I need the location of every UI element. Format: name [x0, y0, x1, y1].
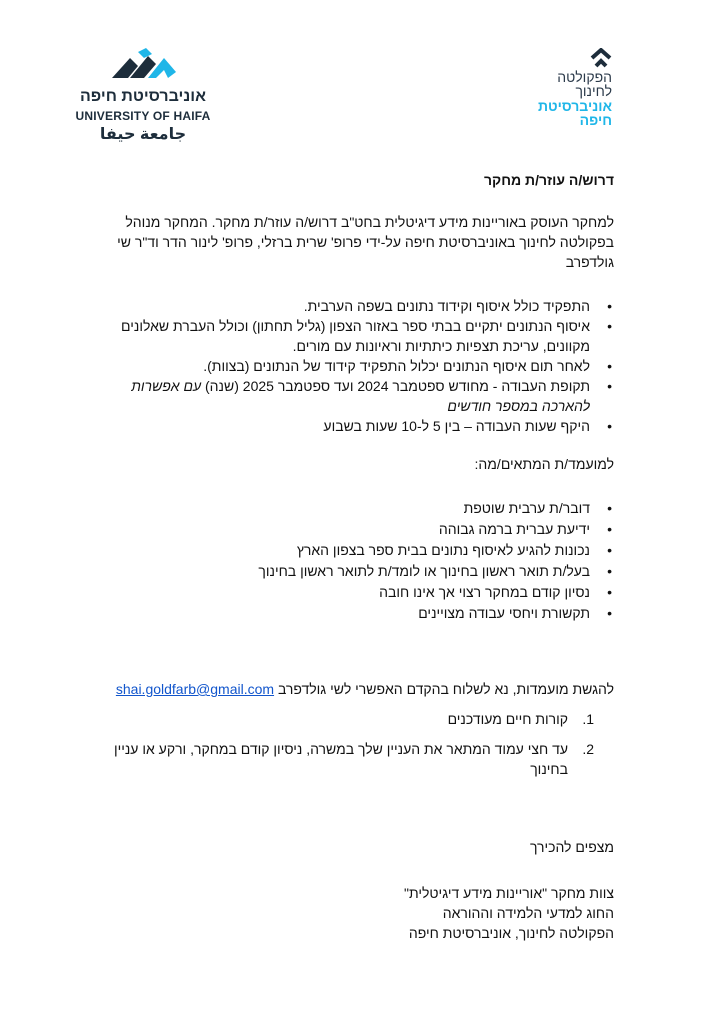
- closing-line: מצפים להכירך: [529, 839, 614, 855]
- requirement-item: • תקשורת ויחסי עבודה מצויינים: [110, 603, 590, 623]
- requirement-item: • בעל/ת תואר ראשון בחינוך או לומד/ת לתואר ראשון בחינוך: [110, 561, 590, 581]
- requirements-heading: למועמד/ת המתאים/מה:: [474, 456, 614, 472]
- signature-block: [110, 883, 614, 943]
- requirement-item: • נכונות להגיע לאיסוף נתונים בבית ספר בצפון הארץ: [110, 540, 590, 560]
- submission-instructions: [110, 679, 614, 699]
- extension-option-text: עם אפשרות להארכה במספר חודשים: [131, 378, 590, 414]
- document-item: [110, 709, 594, 729]
- work-period-text: תקופת העבודה - מחודש ספטמבר 2024 ועד ספטמבר 2025 (שנה): [201, 378, 590, 394]
- posting-title: דרוש/ה עוזר/ת מחקר: [483, 172, 614, 188]
- job-posting: [110, 170, 614, 943]
- faculty-logo: [520, 48, 612, 128]
- work-hours-item: • היקף שעות העבודה – בין 5 ל-10 שעות בשבוע: [110, 416, 590, 436]
- document-text: עד חצי עמוד המתאר את העניין שלך במשרה, ניסיון קודם במחקר, ורקע או עניין בחינוך: [113, 741, 568, 777]
- requirements-list: [110, 498, 614, 623]
- document-text: קורות חיים מעודכנים: [447, 711, 568, 727]
- faculty-logo-line-2: לחינוך: [575, 83, 612, 99]
- contact-email-link[interactable]: shai.goldfarb@gmail.com: [115, 681, 275, 697]
- document-number: 1.: [582, 711, 594, 727]
- submission-text: להגשת מועמדות, נא לשלוח בהקדם האפשרי לשי גולדפרב: [277, 681, 614, 697]
- faculty-logo-line-1: הפקולטה: [557, 69, 612, 85]
- required-documents-list: [110, 709, 614, 779]
- requirement-item: • נסיון קודם במחקר רצוי אך אינו חובה: [110, 582, 590, 602]
- faculty-logo-mark: [590, 48, 612, 68]
- university-name-hebrew: אוניברסיטת חיפה: [79, 88, 207, 105]
- intro-paragraph: למחקר העוסק באוריינות מידע דיגיטלית בחט"ב דרוש/ה עוזר/ת מחקר. המחקר מנוהל בפקולטה לחינוך באוניברסיטת חיפה על-ידי פרופ' שרית ברזלי, פרופ' לינור הדר וד"ר שי גולדפרב: [117, 214, 614, 270]
- university-logo: [72, 48, 214, 148]
- requirement-item: • דובר/ת ערבית שוטפת: [110, 498, 590, 518]
- signature-line: צוות מחקר "אוריינות מידע דיגיטלית": [404, 885, 614, 901]
- document-number: 2.: [582, 741, 594, 757]
- signature-line: הפקולטה לחינוך, אוניברסיטת חיפה: [408, 925, 614, 941]
- duty-item: • איסוף הנתונים יתקיים בבתי ספר באזור הצפון (גליל תחתון) וכולל העברת שאלונים מקוונים, עריכת תצפיות כיתתיות וראיונות עם מורים.: [110, 316, 590, 356]
- document-item: [110, 739, 594, 779]
- duties-list: [110, 296, 614, 436]
- signature-line: החוג למדעי הלמידה וההוראה: [442, 905, 614, 921]
- university-logo-mark: [112, 48, 176, 82]
- duty-item: • התפקיד כולל איסוף וקידוד נתונים בשפה הערבית.: [110, 296, 590, 316]
- requirement-item: • ידיעת עברית ברמה גבוהה: [110, 519, 590, 539]
- university-name-english: UNIVERSITY OF HAIFA: [75, 109, 211, 123]
- duty-item: • לאחר תום איסוף הנתונים יכלול התפקיד קידוד של הנתונים (בצוות).: [110, 356, 590, 376]
- faculty-logo-line-3: אוניברסיטת: [537, 98, 612, 114]
- university-name-arabic: جامعة حيفا: [99, 126, 187, 143]
- faculty-logo-line-4: חיפה: [579, 112, 612, 128]
- work-period-item: [110, 376, 590, 416]
